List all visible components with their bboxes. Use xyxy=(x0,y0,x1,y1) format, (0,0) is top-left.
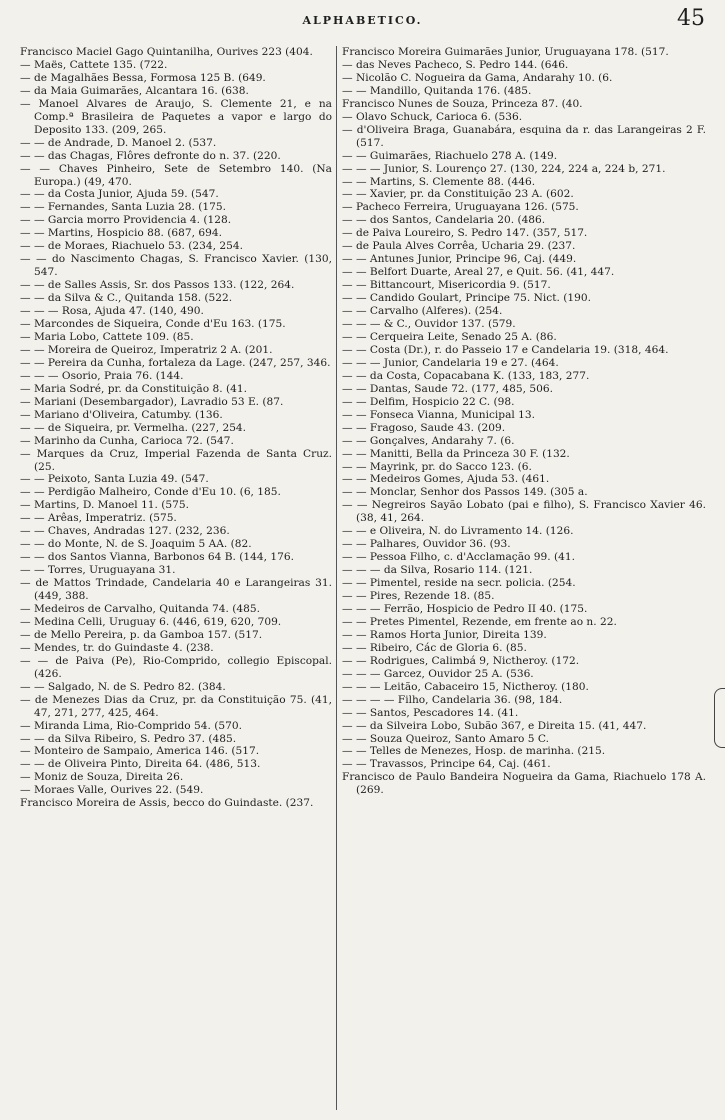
directory-entry: — — — da Silva, Rosario 114. (121. xyxy=(342,564,533,577)
running-header: ALPHABETICO. xyxy=(302,14,423,27)
directory-entry: — Maria Sodré, pr. da Constituição 8. (41. xyxy=(20,382,247,395)
directory-entry: — Pacheco Ferreira, Uruguayana 126. (575. xyxy=(342,201,579,214)
directory-entry: — — da Costa Junior, Ajuda 59. (547. xyxy=(20,188,219,201)
directory-entry: — — Pires, Rezende 18. (85. xyxy=(342,590,495,603)
directory-entry: Francisco de Paulo Bandeira Nogueira da Gama, Riachuelo 178 A. (269. xyxy=(342,771,706,797)
left-column xyxy=(20,46,332,1114)
directory-entry: — Marinho da Cunha, Carioca 72. (547. xyxy=(20,434,234,447)
directory-entry: — — — Junior, Candelaria 19 e 27. (464. xyxy=(342,356,559,369)
directory-entry: — de Mattos Trindade, Candelaria 40 e Larangeiras 31. (449, 388. xyxy=(20,577,332,603)
directory-entry: — Moniz de Souza, Direita 26. xyxy=(20,771,184,784)
directory-entry: — — Chaves Pinheiro, Sete de Setembro 140. (Na Europa.) (49, 470. xyxy=(20,162,332,188)
directory-entry: — Mariani (Desembargador), Lavradio 53 E. (87. xyxy=(20,395,284,408)
directory-entry: — de Magalhães Bessa, Formosa 125 B. (649. xyxy=(20,71,266,84)
directory-entry: — — — Junior, S. Lourenço 27. (130, 224, 224 a, 224 b, 271. xyxy=(342,162,666,175)
directory-entry: — — de Oliveira Pinto, Direita 64. (486, 513. xyxy=(20,758,261,771)
directory-entry: Francisco Moreira Guimarães Junior, Uruguayana 178. (517. xyxy=(342,46,669,58)
directory-entry: — — Ribeiro, Các de Gloria 6. (85. xyxy=(342,641,527,654)
directory-entry: — de Paula Alves Corrêa, Ucharia 29. (237. xyxy=(342,240,576,253)
directory-entry: — — Pereira da Cunha, fortaleza da Lage. (247, 257, 346. xyxy=(20,356,331,369)
directory-entry: — — Santos, Pescadores 14. (41. xyxy=(342,706,519,719)
directory-entry: — — dos Santos Vianna, Barbonos 64 B. (144, 176. xyxy=(20,551,294,564)
directory-entry: — — Moreira de Queiroz, Imperatriz 2 A. (201. xyxy=(20,343,273,356)
directory-entry: — — Martins, S. Clemente 88. (446. xyxy=(342,175,536,188)
directory-entry: — — Ramos Horta Junior, Direita 139. xyxy=(342,628,547,641)
page-edge-mark xyxy=(714,688,725,748)
directory-entry: — — Palhares, Ouvidor 36. (93. xyxy=(342,538,511,551)
directory-entry: — — Arêas, Imperatriz. (575. xyxy=(20,512,177,525)
directory-entry: — Miranda Lima, Rio-Comprido 54. (570. xyxy=(20,719,242,732)
directory-entry: — — e Oliveira, N. do Livramento 14. (126. xyxy=(342,525,574,538)
directory-entry: — — — & C., Ouvidor 137. (579. xyxy=(342,318,516,331)
directory-entry: — — de Paiva (Pe), Rio-Comprido, collegio Episcopal. (426. xyxy=(20,654,332,680)
directory-entry: — — Pretes Pimentel, Rezende, em frente ao n. 22. xyxy=(342,615,617,628)
directory-entry: — — Dantas, Saude 72. (177, 485, 506. xyxy=(342,382,553,395)
directory-entry: — — Pessoa Filho, c. d'Acclamação 99. (41. xyxy=(342,551,575,564)
directory-entry: — — Negreiros Sayão Lobato (pai e filho), S. Francisco Xavier 46. (38, 41, 264. xyxy=(342,499,706,525)
page-number: 45 xyxy=(677,6,705,31)
directory-entry: — Medeiros de Carvalho, Quitanda 74. (485. xyxy=(20,602,260,615)
directory-entry: — — — Rosa, Ajuda 47. (140, 490. xyxy=(20,305,204,318)
directory-entry: — — Manitti, Bella da Princeza 30 F. (132. xyxy=(342,447,570,460)
directory-entry: — das Neves Pacheco, S. Pedro 144. (646. xyxy=(342,58,569,71)
directory-entry: — — Bittancourt, Misericordia 9. (517. xyxy=(342,279,551,292)
directory-entry: — — — Osorio, Praia 76. (144. xyxy=(20,369,184,382)
directory-entry: — — Costa (Dr.), r. do Passeio 17 e Candelaria 19. (318, 464. xyxy=(342,343,669,356)
right-column xyxy=(342,46,706,1114)
directory-entry: — — — — Filho, Candelaria 36. (98, 184. xyxy=(342,693,563,706)
column-divider xyxy=(336,46,337,1110)
directory-entry: — — Peixoto, Santa Luzia 49. (547. xyxy=(20,473,209,486)
directory-entry: — — Garcia morro Providencia 4. (128. xyxy=(20,214,232,227)
directory-entry: — — Guimarães, Riachuelo 278 A. (149. xyxy=(342,149,558,162)
directory-entry: — Marcondes de Siqueira, Conde d'Eu 163. (175. xyxy=(20,318,286,331)
directory-entry: — d'Oliveira Braga, Guanabára, esquina da r. das Larangeiras 2 F. (517. xyxy=(342,123,706,149)
directory-entry: — — Martins, Hospicio 88. (687, 694. xyxy=(20,227,222,240)
directory-entry: — — do Monte, N. de S. Joaquim 5 AA. (82. xyxy=(20,538,252,551)
directory-entry: — — Rodrigues, Calimbá 9, Nictheroy. (172. xyxy=(342,654,580,667)
directory-entry: — — — Garcez, Ouvidor 25 A. (536. xyxy=(342,667,534,680)
directory-entry: — — Fernandes, Santa Luzia 28. (175. xyxy=(20,201,226,214)
directory-entry: — — Pimentel, reside na secr. policia. (254. xyxy=(342,577,576,590)
directory-entry: — Nicolão C. Nogueira da Gama, Andarahy 10. (6. xyxy=(342,71,613,84)
directory-entry: — — da Silva & C., Quitanda 158. (522. xyxy=(20,292,233,305)
directory-entry: — — — Leitão, Cabaceiro 15, Nictheroy. (180. xyxy=(342,680,589,693)
directory-entry: — de Mello Pereira, p. da Gamboa 157. (517. xyxy=(20,628,263,641)
directory-entry: — — Salgado, N. de S. Pedro 82. (384. xyxy=(20,680,226,693)
directory-entry: — Mariano d'Oliveira, Catumby. (136. xyxy=(20,408,223,421)
directory-entry: — — dos Santos, Candelaria 20. (486. xyxy=(342,214,546,227)
directory-entry: — Marques da Cruz, Imperial Fazenda de Santa Cruz. (25. xyxy=(20,447,332,473)
directory-entry: — — das Chagas, Flôres defronte do n. 37. (220. xyxy=(20,149,281,162)
directory-entry: Francisco Nunes de Souza, Princeza 87. (40. xyxy=(342,97,583,110)
directory-entry: Francisco Moreira de Assis, becco do Guindaste. (237. xyxy=(20,797,314,810)
directory-entry: — — Telles de Menezes, Hosp. de marinha. (215. xyxy=(342,745,606,758)
directory-entry: — — Cerqueira Leite, Senado 25 A. (86. xyxy=(342,330,557,343)
directory-entry: — — Perdigão Malheiro, Conde d'Eu 10. (6, 185. xyxy=(20,486,281,499)
directory-entry: — — de Salles Assis, Sr. dos Passos 133. (122, 264. xyxy=(20,279,295,292)
directory-entry: — Mendes, tr. do Guindaste 4. (238. xyxy=(20,641,214,654)
directory-entry: — Maria Lobo, Cattete 109. (85. xyxy=(20,330,194,343)
directory-entry: — Maës, Cattete 135. (722. xyxy=(20,58,168,71)
directory-entry: — — de Moraes, Riachuelo 53. (234, 254. xyxy=(20,240,243,253)
directory-entry: — — Souza Queiroz, Santo Amaro 5 C. xyxy=(342,732,549,745)
directory-entry: — — Xavier, pr. da Constituição 23 A. (602. xyxy=(342,188,574,201)
directory-entry: — — Carvalho (Alferes). (254. xyxy=(342,305,503,318)
directory-entry: — — Gonçalves, Andarahy 7. (6. xyxy=(342,434,515,447)
directory-entry: — de Paiva Loureiro, S. Pedro 147. (357, 517. xyxy=(342,227,588,240)
directory-entry: — Manoel Alvares de Araujo, S. Clemente 21, e na Comp.ª Brasileira de Paquetes a vapor e largo do Deposito 133. (209, 265. xyxy=(20,97,332,136)
directory-entry: — — da Silveira Lobo, Subão 367, e Direita 15. (41, 447. xyxy=(342,719,647,732)
directory-entry: — Olavo Schuck, Carioca 6. (536. xyxy=(342,110,523,123)
directory-entry: — — Torres, Uruguayana 31. xyxy=(20,564,176,577)
directory-entry: — Monteiro de Sampaio, America 146. (517. xyxy=(20,745,260,758)
directory-entry: — — de Andrade, D. Manoel 2. (537. xyxy=(20,136,217,149)
directory-entry: — — Mayrink, pr. do Sacco 123. (6. xyxy=(342,460,532,473)
directory-entry: — Moraes Valle, Ourives 22. (549. xyxy=(20,784,204,797)
directory-entry: — — da Silva Ribeiro, S. Pedro 37. (485. xyxy=(20,732,237,745)
directory-entry: — — Candido Goulart, Principe 75. Nict. (190. xyxy=(342,292,591,305)
directory-entry: — — Monclar, Senhor dos Passos 149. (305 a. xyxy=(342,486,588,499)
directory-entry: — — da Costa, Copacabana K. (133, 183, 277. xyxy=(342,369,590,382)
directory-entry: — Martins, D. Manoel 11. (575. xyxy=(20,499,190,512)
directory-entry: — — Medeiros Gomes, Ajuda 53. (461. xyxy=(342,473,550,486)
directory-entry: — — Fonseca Vianna, Municipal 13. xyxy=(342,408,535,421)
directory-entry: — da Maia Guimarães, Alcantara 16. (638. xyxy=(20,84,249,97)
directory-entry: — de Menezes Dias da Cruz, pr. da Constituição 75. (41, 47, 271, 277, 425, 464. xyxy=(20,693,332,719)
directory-entry: — — Chaves, Andradas 127. (232, 236. xyxy=(20,525,230,538)
directory-entry: — — Mandillo, Quitanda 176. (485. xyxy=(342,84,532,97)
directory-entry: — — Antunes Junior, Principe 96, Caj. (449. xyxy=(342,253,577,266)
directory-entry: — Medina Celli, Uruguay 6. (446, 619, 620, 709. xyxy=(20,615,282,628)
directory-entry: — — de Siqueira, pr. Vermelha. (227, 254. xyxy=(20,421,247,434)
directory-entry: — — Delfim, Hospicio 22 C. (98. xyxy=(342,395,515,408)
directory-entry: — — Fragoso, Saude 43. (209. xyxy=(342,421,506,434)
directory-entry: — — — Ferrão, Hospicio de Pedro II 40. (175. xyxy=(342,602,588,615)
directory-entry: — — Travassos, Principe 64, Caj. (461. xyxy=(342,758,551,771)
directory-entry: — — Belfort Duarte, Areal 27, e Quit. 56. (41, 447. xyxy=(342,266,615,279)
directory-entry: Francisco Maciel Gago Quintanilha, Ourives 223 (404. xyxy=(20,46,313,58)
directory-entry: — — do Nascimento Chagas, S. Francisco Xavier. (130, 547. xyxy=(20,253,332,279)
